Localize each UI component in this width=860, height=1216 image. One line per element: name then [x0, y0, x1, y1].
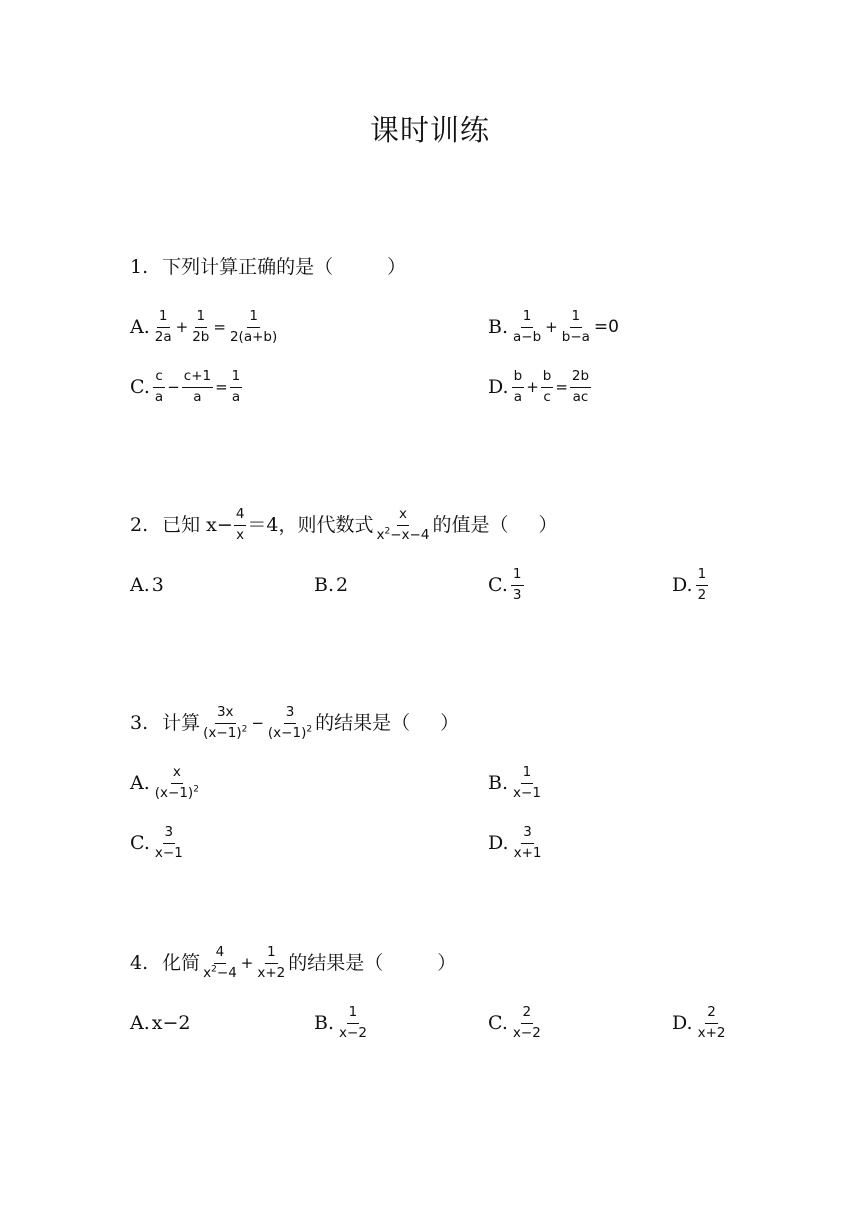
fraction: $\frac{1}{b-a}$ — [561, 308, 590, 345]
question-1-option-d — [488, 370, 592, 404]
question-4-stem — [130, 946, 456, 980]
fraction: $\frac{1}{a-b}$ — [513, 308, 542, 345]
question-number: 1. — [130, 256, 149, 278]
fraction: $\frac{3}{x-1}$ — [154, 824, 183, 861]
fraction: $\frac{1}{a}$ — [231, 368, 241, 405]
question-number: 4. — [130, 951, 149, 974]
operator: = — [213, 317, 226, 336]
question-text: 的值是（ — [432, 513, 509, 536]
fraction: $\frac{3}{x+1}$ — [513, 824, 542, 861]
fraction: $\frac{2b}{ac}$ — [571, 368, 590, 405]
operator: − — [251, 713, 264, 732]
option-label: C. — [130, 375, 150, 398]
fraction: $\frac{1}{x-2}$ — [339, 1004, 367, 1041]
operator: + — [175, 317, 189, 336]
question-text: 化简 — [162, 951, 201, 974]
option-label: D. — [488, 831, 509, 854]
option-label: A. — [130, 315, 150, 338]
page-title: 课时训练 — [369, 113, 490, 147]
question-2-option-a — [130, 576, 164, 595]
question-1-stem — [130, 258, 406, 277]
question-text: ＝4，则代数式 — [247, 513, 374, 536]
question-4-option-b — [314, 1006, 370, 1040]
fraction: $\frac{3}{(x-1)^2}$ — [267, 704, 313, 741]
fraction: $\frac{b}{a}$ — [513, 368, 523, 405]
option-label: D. — [488, 375, 509, 398]
fraction: $\frac{2}{x-2}$ — [512, 1004, 541, 1041]
fraction: $\frac{x}{x^2-x-4}$ — [376, 506, 430, 543]
question-number: 2. — [130, 513, 149, 536]
operator: + — [240, 953, 254, 972]
question-3-option-d — [488, 826, 545, 860]
fraction: $\frac{1}{3}$ — [512, 566, 522, 603]
fraction: $\frac{4}{x}$ — [235, 506, 245, 543]
question-text: 的结果是（ — [315, 711, 411, 734]
option-value: x−2 — [151, 1012, 191, 1034]
fraction: $\frac{1}{2(a+b)}$ — [229, 308, 278, 345]
question-3-option-c — [130, 826, 186, 860]
fraction: $\frac{x}{(x-1)^2}$ — [154, 764, 199, 801]
question-1-option-b — [488, 310, 620, 344]
fraction: $\frac{2}{x+2}$ — [697, 1004, 726, 1041]
option-label: C. — [488, 573, 508, 596]
operator: = — [215, 377, 228, 396]
option-value: 3 — [151, 574, 164, 596]
question-paren-close: ） — [387, 256, 407, 278]
question-3-stem — [130, 706, 459, 740]
fraction: $\frac{c}{a}$ — [154, 368, 164, 405]
option-label: B. — [488, 315, 509, 338]
question-1-option-a — [130, 310, 280, 344]
fraction: $\frac{4}{x^2-4}$ — [203, 944, 237, 981]
question-3-option-a — [130, 766, 202, 800]
question-4-option-c — [488, 1006, 544, 1040]
question-4-option-d — [672, 1006, 729, 1040]
option-label: B. — [314, 574, 335, 596]
option-value: 2 — [336, 574, 349, 596]
fraction: $\frac{1}{2a}$ — [154, 308, 172, 345]
option-label: B. — [488, 771, 509, 794]
fraction: $\frac{1}{2}$ — [697, 566, 707, 603]
question-2-stem — [130, 508, 557, 542]
operator: = — [555, 377, 568, 396]
fraction: $\frac{1}{2b}$ — [192, 308, 210, 345]
question-paren-close: ） — [437, 951, 457, 974]
question-2-option-d — [672, 568, 709, 602]
question-number: 3. — [130, 711, 149, 734]
option-label: A. — [130, 771, 150, 794]
question-text: 计算 — [162, 711, 201, 734]
question-3-option-b — [488, 766, 544, 800]
question-4-option-a — [130, 1014, 191, 1033]
operator: − — [167, 377, 180, 396]
option-label: C. — [488, 1011, 508, 1034]
option-label: C. — [130, 831, 150, 854]
fraction: $\frac{c+1}{a}$ — [183, 368, 212, 405]
option-label: A. — [130, 574, 150, 596]
question-1-option-c — [130, 370, 243, 404]
question-text: 下列计算正确的是（ — [162, 256, 334, 278]
equals-zero: =0 — [593, 316, 619, 337]
question-text: 的结果是（ — [288, 951, 384, 974]
question-text: 已知 x− — [162, 513, 233, 536]
fraction: $\frac{3x}{(x-1)^2}$ — [203, 704, 248, 741]
option-label: D. — [672, 1011, 693, 1034]
fraction: $\frac{1}{x+2}$ — [257, 944, 286, 981]
question-2-option-b — [314, 576, 348, 595]
operator: + — [526, 377, 539, 396]
question-paren-close: ） — [440, 711, 460, 734]
question-2-option-c — [488, 568, 525, 602]
question-paren-close: ） — [538, 513, 558, 536]
option-label: A. — [130, 1012, 150, 1034]
fraction: $\frac{1}{x-1}$ — [513, 764, 541, 801]
fraction: $\frac{b}{c}$ — [542, 368, 552, 405]
option-label: D. — [672, 573, 693, 596]
operator: + — [545, 317, 558, 336]
option-label: B. — [314, 1011, 335, 1034]
